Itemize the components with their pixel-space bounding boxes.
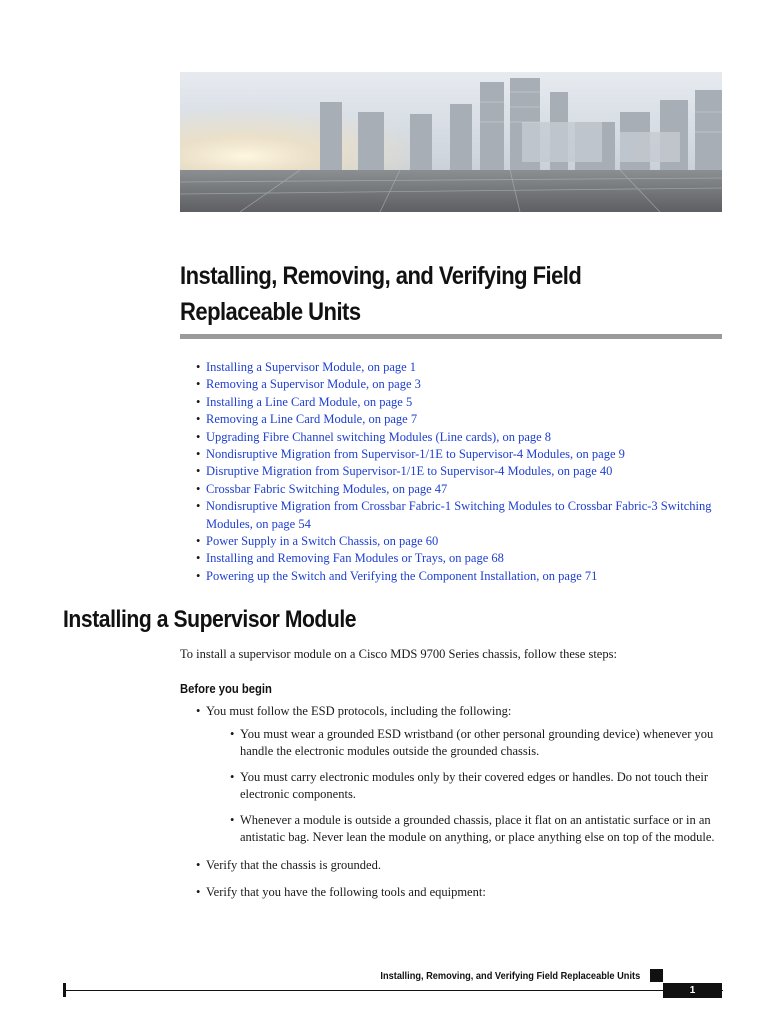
- chapter-title-line-1: Installing, Removing, and Verifying Field: [180, 262, 582, 290]
- toc-link-installing-line-card[interactable]: Installing a Line Card Module, on page 5: [206, 394, 413, 409]
- chapter-banner-image: [180, 72, 722, 212]
- footer-divider: [63, 990, 723, 991]
- chapter-toc: [196, 359, 722, 585]
- toc-link-crossbar-fabric-modules[interactable]: Crossbar Fabric Switching Modules, on page 47: [206, 481, 448, 496]
- toc-link-powering-up[interactable]: Powering up the Switch and Verifying the Component Installation, on page 71: [206, 568, 598, 583]
- toc-item: [196, 533, 722, 550]
- list-item: • Verify that the chassis is grounded.: [196, 857, 381, 874]
- prerequisite-list: [196, 703, 722, 855]
- toc-item: [196, 394, 722, 411]
- toc-item: [196, 446, 722, 463]
- toc-link-removing-line-card[interactable]: Removing a Line Card Module, on page 7: [206, 412, 418, 427]
- toc-item: [196, 481, 722, 498]
- footer-marker: [650, 969, 663, 982]
- footer-left-tick: [63, 983, 66, 997]
- city-skyline-illustration: [180, 72, 722, 212]
- toc-link-crossbar-fabric-migration[interactable]: Nondisruptive Migration from Crossbar Fabric-1 Switching Modules to Crossbar Fabric-3 Switching Modules, on page 54: [206, 499, 712, 531]
- toc-link-installing-supervisor[interactable]: Installing a Supervisor Module, on page 1: [206, 360, 417, 374]
- chapter-title-line-2: Replaceable Units: [180, 298, 361, 326]
- toc-link-nondisruptive-supervisor-migration[interactable]: Nondisruptive Migration from Supervisor-1/1E to Supervisor-4 Modules, on page 9: [206, 447, 625, 462]
- title-divider: [180, 334, 722, 339]
- toc-item: [196, 411, 722, 428]
- toc-link-removing-supervisor[interactable]: Removing a Supervisor Module, on page 3: [206, 377, 421, 392]
- chapter-title: [180, 258, 657, 330]
- toc-item: [196, 376, 722, 393]
- section-heading: Installing a Supervisor Module: [63, 606, 357, 633]
- toc-link-upgrading-fibre-channel[interactable]: Upgrading Fibre Channel switching Modules (Line cards), on page 8: [206, 429, 552, 444]
- toc-item: [196, 463, 722, 480]
- toc-item: [196, 568, 722, 585]
- esd-protocol-text: You must follow the ESD protocols, including the following:: [206, 704, 512, 718]
- list-item: [196, 703, 722, 846]
- toc-item: [196, 498, 722, 533]
- toc-item: [196, 429, 722, 446]
- footer-running-title: Installing, Removing, and Verifying Field Replaceable Units: [380, 970, 640, 982]
- page-number: 1: [663, 983, 722, 998]
- list-item: • You must wear a grounded ESD wristband (or other personal grounding device) whenever you handle the electronic modules outside the grounded chassis.: [230, 726, 726, 760]
- toc-item: [196, 550, 722, 567]
- section-intro: To install a supervisor module on a Cisco MDS 9700 Series chassis, follow these steps:: [180, 647, 617, 661]
- esd-sub-list: [230, 726, 722, 846]
- toc-item: [196, 359, 722, 376]
- list-item: • Verify that you have the following tools and equipment:: [196, 884, 486, 901]
- list-item: • Whenever a module is outside a grounded chassis, place it flat on an antistatic surface or in an antistatic bag. Never lean the module on anything, or place anything else on top of the module.: [230, 812, 726, 846]
- list-item: • You must carry electronic modules only by their covered edges or handles. Do not touch their electronic components.: [230, 769, 726, 803]
- toc-link-power-supply[interactable]: Power Supply in a Switch Chassis, on page 60: [206, 534, 439, 549]
- toc-link-fan-modules[interactable]: Installing and Removing Fan Modules or Trays, on page 68: [206, 551, 504, 566]
- before-you-begin-heading: Before you begin: [180, 682, 272, 696]
- toc-link-disruptive-supervisor-migration[interactable]: Disruptive Migration from Supervisor-1/1E to Supervisor-4 Modules, on page 40: [206, 464, 613, 479]
